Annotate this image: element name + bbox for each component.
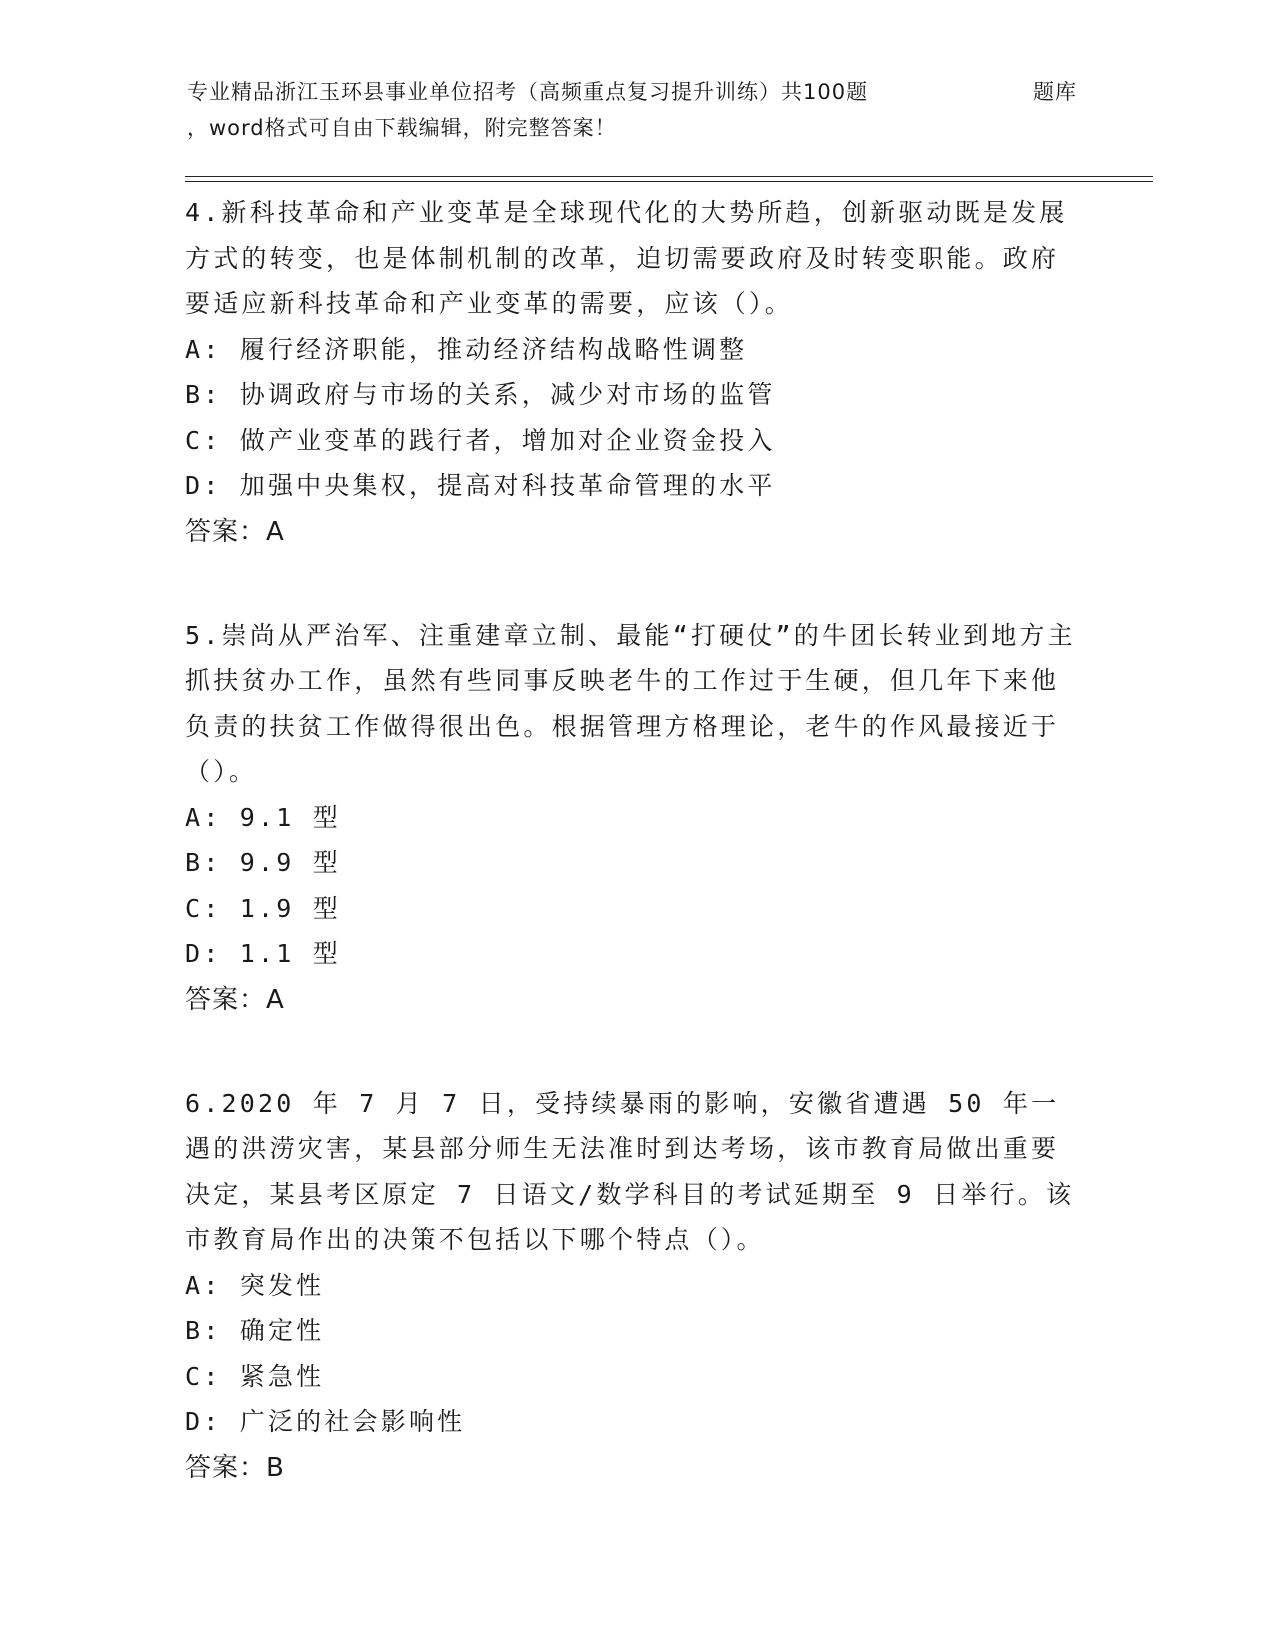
- answer-line: 答案：A: [185, 516, 285, 547]
- question-list: [185, 190, 1085, 1549]
- option-c: C: 做产业变革的践行者，增加对企业资金投入: [185, 425, 776, 455]
- header-line-2: ，word格式可自由下载编辑，附完整答案！: [187, 116, 617, 140]
- header-divider-bottom: [185, 181, 1153, 182]
- document-header: [187, 74, 1087, 146]
- answer-line: 答案：B: [185, 1452, 285, 1483]
- option-b: B: 9.9 型: [185, 848, 341, 877]
- header-divider-top: [185, 176, 1153, 177]
- option-d: D: 加强中央集权，提高对科技革命管理的水平: [185, 471, 776, 500]
- option-b: B: 确定性: [185, 1316, 325, 1345]
- question-stem: 4.新科技革命和产业变革是全球现代化的大势所趋，创新驱动既是发展方式的转变，也是体制机制的改革，迫切需要政府及时转变职能。政府要适应新科技革命和产业变革的需要，应该（）。: [185, 198, 1068, 318]
- question-5: [185, 613, 1085, 1023]
- question-6: [185, 1081, 1085, 1491]
- option-a: A: 9.1 型: [185, 802, 341, 832]
- option-b: B: 协调政府与市场的关系，减少对市场的监管: [185, 380, 776, 409]
- header-line-1: [187, 74, 1087, 110]
- header-tag: 题库: [1033, 80, 1077, 104]
- question-stem: 5.崇尚从严治军、注重建章立制、最能“打硬仗”的牛团长转业到地方主抓扶贫办工作，虽然有些同事反映老牛的工作过于生硬，但几年下来他负责的扶贫工作做得很出色。根据管理方格理论，老牛的作风最接近于（）。: [185, 620, 1076, 786]
- option-a: A: 履行经济职能，推动经济结构战略性调整: [185, 334, 748, 364]
- option-c: C: 紧急性: [185, 1361, 325, 1391]
- option-c: C: 1.9 型: [185, 893, 341, 923]
- question-stem: 6.2020 年 7 月 7 日，受持续暴雨的影响，安徽省遭遇 50 年一遇的洪涝灾害，某县部分师生无法准时到达考场，该市教育局做出重要决定，某县考区原定 7 日语文/数学科目的考试延期至 9 日举行。该市教育局作出的决策不包括以下哪个特点（）。: [185, 1088, 1075, 1254]
- option-d: D: 1.1 型: [185, 939, 341, 968]
- header-title: 专业精品浙江玉环县事业单位招考（高频重点复习提升训练）共100题: [187, 80, 869, 104]
- option-d: D: 广泛的社会影响性: [185, 1407, 466, 1436]
- option-a: A: 突发性: [185, 1270, 325, 1300]
- answer-line: 答案：A: [185, 984, 285, 1015]
- question-4: [185, 190, 1085, 555]
